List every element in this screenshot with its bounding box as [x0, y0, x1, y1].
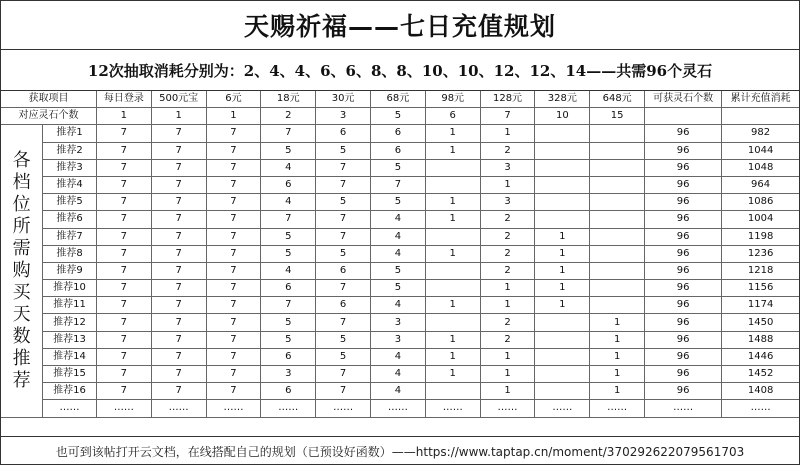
table-cell: 7: [206, 297, 261, 314]
table-cell: 5: [316, 245, 371, 262]
table-cell: 7: [206, 366, 261, 383]
plan-name-cell: 推荐8: [43, 245, 97, 262]
table-row: [1, 228, 799, 245]
table-cell: 7: [96, 314, 151, 331]
table-cell: 96: [645, 142, 722, 159]
table-cell: 1156: [722, 280, 799, 297]
table-cell: ……: [206, 400, 261, 417]
footer-note: 也可到该帖打开云文档，在线搭配自己的规划（已预设好函数）——https://www.taptap.cn/moment/370292622079561703: [1, 436, 799, 465]
plan-name-cell: 推荐13: [43, 331, 97, 348]
table-cell: 1: [425, 348, 480, 365]
table-cell: 7: [151, 142, 206, 159]
table-cell: 7: [151, 159, 206, 176]
table-cell: [425, 159, 480, 176]
side-label-char: 买: [12, 281, 31, 303]
table-cell: 6: [261, 348, 316, 365]
table-cell: 7: [96, 280, 151, 297]
table-cell: 6: [370, 125, 425, 142]
table-cell: 96: [645, 262, 722, 279]
table-cell: 96: [645, 159, 722, 176]
table-cell: 6: [316, 125, 371, 142]
table-cell: [425, 383, 480, 400]
table-cell: 7: [96, 348, 151, 365]
table-row: [1, 262, 799, 279]
table-cell: 1: [535, 297, 590, 314]
plan-name-cell: ……: [43, 400, 97, 417]
table-cell: [425, 228, 480, 245]
table-cell: 2: [480, 314, 535, 331]
table-cell: 4: [370, 366, 425, 383]
table-row: [1, 245, 799, 262]
table-cell: 5: [261, 228, 316, 245]
table-cell: 96: [645, 176, 722, 193]
table-cell: 7: [261, 125, 316, 142]
table-cell: ……: [645, 400, 722, 417]
plan-name-cell: 推荐6: [43, 211, 97, 228]
table-cell: 1174: [722, 297, 799, 314]
table-cell: 6: [316, 297, 371, 314]
table-cell: 5: [316, 348, 371, 365]
table-cell: 7: [316, 176, 371, 193]
table-cell: 7: [96, 297, 151, 314]
table-cell: [425, 176, 480, 193]
table-cell: 7: [316, 159, 371, 176]
table-cell: 1: [535, 228, 590, 245]
table-cell: 1004: [722, 211, 799, 228]
table-cell: 7: [261, 211, 316, 228]
table-row: [1, 297, 799, 314]
table-cell: 7: [206, 383, 261, 400]
side-label-char: 档: [12, 171, 31, 193]
table-cell: 7: [206, 348, 261, 365]
table-cell: 1408: [722, 383, 799, 400]
side-label-char: 各: [12, 149, 31, 171]
header-cell: 每日登录: [96, 91, 151, 108]
table-cell: 96: [645, 194, 722, 211]
plan-name-cell: 推荐14: [43, 348, 97, 365]
plan-name-cell: 推荐15: [43, 366, 97, 383]
table-cell: 7: [96, 142, 151, 159]
table-cell: [590, 125, 645, 142]
header-cell: [645, 108, 722, 125]
table-cell: 964: [722, 176, 799, 193]
table-cell: [590, 245, 645, 262]
table-cell: 2: [480, 142, 535, 159]
plan-name-cell: 推荐11: [43, 297, 97, 314]
table-row: [1, 194, 799, 211]
table-cell: 1086: [722, 194, 799, 211]
table-cell: 5: [316, 331, 371, 348]
header-cell: 6元: [206, 91, 261, 108]
table-row: [1, 176, 799, 193]
table-cell: 1: [590, 383, 645, 400]
table-cell: ……: [151, 400, 206, 417]
table-cell: 6: [370, 142, 425, 159]
table-cell: 7: [206, 159, 261, 176]
table-cell: 982: [722, 125, 799, 142]
table-cell: 3: [261, 366, 316, 383]
table-cell: 7: [96, 211, 151, 228]
table-cell: 1: [480, 176, 535, 193]
header-cell: 1: [206, 108, 261, 125]
table-cell: 7: [151, 262, 206, 279]
table-cell: 1: [480, 280, 535, 297]
plan-table: [1, 91, 799, 418]
header-cell: 10: [535, 108, 590, 125]
table-cell: 7: [96, 194, 151, 211]
table-cell: 1044: [722, 142, 799, 159]
table-cell: 7: [151, 194, 206, 211]
table-cell: 5: [261, 142, 316, 159]
table-cell: ……: [590, 400, 645, 417]
table-cell: 1: [425, 194, 480, 211]
table-cell: 7: [206, 245, 261, 262]
table-cell: 5: [316, 194, 371, 211]
table-cell: 4: [261, 194, 316, 211]
table-cell: 7: [206, 314, 261, 331]
table-cell: [590, 194, 645, 211]
table-cell: 1236: [722, 245, 799, 262]
table-cell: 4: [261, 159, 316, 176]
table-cell: 1: [425, 211, 480, 228]
table-cell: 6: [261, 280, 316, 297]
table-cell: [590, 176, 645, 193]
table-cell: 7: [206, 125, 261, 142]
side-label-char: 天: [12, 303, 31, 325]
header-cell: 98元: [425, 91, 480, 108]
table-cell: 96: [645, 125, 722, 142]
table-cell: 1: [480, 297, 535, 314]
plan-name-cell: 推荐4: [43, 176, 97, 193]
side-label: [1, 125, 42, 416]
side-label-char: 购: [12, 259, 31, 281]
table-cell: 1218: [722, 262, 799, 279]
table-row: [1, 331, 799, 348]
header-cell: 7: [480, 108, 535, 125]
table-cell: 1: [480, 383, 535, 400]
table-cell: 4: [370, 383, 425, 400]
table-cell: 7: [206, 211, 261, 228]
table-cell: 5: [261, 245, 316, 262]
table-cell: 2: [480, 211, 535, 228]
table-cell: 3: [480, 194, 535, 211]
plan-name-cell: 推荐12: [43, 314, 97, 331]
header-cell: 648元: [590, 91, 645, 108]
table-cell: [535, 142, 590, 159]
table-cell: [535, 176, 590, 193]
header-cell: 500元宝: [151, 91, 206, 108]
header-cell: 128元: [480, 91, 535, 108]
header-cell: 获取项目: [1, 91, 96, 108]
table-cell: 7: [96, 366, 151, 383]
side-label-char: 数: [12, 325, 31, 347]
table-cell: ……: [96, 400, 151, 417]
table-cell: 1: [590, 331, 645, 348]
table-cell: 7: [151, 125, 206, 142]
header-cell: 1: [96, 108, 151, 125]
header-cell: 15: [590, 108, 645, 125]
table-cell: 1: [535, 280, 590, 297]
table-cell: 5: [370, 262, 425, 279]
table-cell: 7: [96, 176, 151, 193]
table-cell: 2: [480, 245, 535, 262]
header-cell: 6: [425, 108, 480, 125]
table-cell: 1: [590, 348, 645, 365]
table-cell: 1: [535, 262, 590, 279]
header-cell: 累计充值消耗: [722, 91, 799, 108]
table-cell: ……: [535, 400, 590, 417]
table-cell: 5: [370, 280, 425, 297]
table-cell: 1: [425, 297, 480, 314]
table-cell: 7: [206, 142, 261, 159]
table-cell: 4: [370, 297, 425, 314]
table-cell: [535, 211, 590, 228]
table-cell: 3: [370, 331, 425, 348]
table-cell: 7: [96, 383, 151, 400]
plan-name-cell: 推荐5: [43, 194, 97, 211]
table-cell: 7: [96, 245, 151, 262]
table-cell: 7: [151, 245, 206, 262]
table-cell: [535, 194, 590, 211]
table-cell: 7: [316, 228, 371, 245]
table-cell: 1: [425, 125, 480, 142]
page-title: 天赐祈福——七日充值规划: [1, 1, 799, 50]
table-cell: 1: [535, 245, 590, 262]
table-row: [1, 125, 799, 142]
table-cell: [535, 314, 590, 331]
header-cell: 可获灵石个数: [645, 91, 722, 108]
table-cell: 5: [261, 314, 316, 331]
table-row: [1, 314, 799, 331]
table-cell: 96: [645, 228, 722, 245]
table-cell: 1198: [722, 228, 799, 245]
table-row: [1, 142, 799, 159]
side-label-cell: [1, 125, 43, 417]
table-cell: 6: [261, 176, 316, 193]
table-cell: 1: [590, 366, 645, 383]
table-cell: 1: [480, 348, 535, 365]
plan-name-cell: 推荐3: [43, 159, 97, 176]
table-cell: 7: [151, 331, 206, 348]
table-cell: 7: [96, 228, 151, 245]
table-cell: 6: [261, 383, 316, 400]
table-cell: 4: [370, 228, 425, 245]
table-cell: [425, 314, 480, 331]
table-cell: 96: [645, 245, 722, 262]
table-cell: ……: [261, 400, 316, 417]
table-cell: 96: [645, 383, 722, 400]
side-label-char: 推: [12, 347, 31, 369]
table-cell: 4: [370, 348, 425, 365]
table-cell: 7: [206, 194, 261, 211]
table-cell: 7: [151, 297, 206, 314]
table-cell: [535, 331, 590, 348]
table-cell: 1: [480, 125, 535, 142]
table-cell: 5: [370, 194, 425, 211]
table-cell: ……: [425, 400, 480, 417]
table-cell: 1: [480, 366, 535, 383]
table-row: [1, 400, 799, 417]
table-cell: ……: [370, 400, 425, 417]
table-cell: 4: [370, 211, 425, 228]
header-row-items: [1, 91, 799, 108]
table-row: [1, 348, 799, 365]
table-cell: 7: [206, 280, 261, 297]
table-cell: [590, 297, 645, 314]
table-cell: 7: [316, 314, 371, 331]
table-cell: ……: [316, 400, 371, 417]
table-cell: 7: [206, 262, 261, 279]
table-cell: 3: [370, 314, 425, 331]
table-cell: 7: [316, 383, 371, 400]
table-cell: 7: [151, 211, 206, 228]
table-cell: 7: [96, 125, 151, 142]
header-cell: 2: [261, 108, 316, 125]
header-cell: 5: [370, 108, 425, 125]
side-label-char: 位: [12, 193, 31, 215]
table-row: [1, 366, 799, 383]
table-cell: 96: [645, 280, 722, 297]
header-cell: 对应灵石个数: [1, 108, 96, 125]
table-cell: 7: [151, 314, 206, 331]
table-cell: 7: [151, 383, 206, 400]
table-cell: [590, 159, 645, 176]
table-row: [1, 211, 799, 228]
plan-name-cell: 推荐9: [43, 262, 97, 279]
table-cell: 7: [316, 211, 371, 228]
table-cell: 7: [206, 331, 261, 348]
header-cell: [722, 108, 799, 125]
table-cell: 7: [151, 348, 206, 365]
table-cell: 1: [425, 331, 480, 348]
table-cell: 1: [425, 142, 480, 159]
table-cell: 2: [480, 331, 535, 348]
header-cell: 30元: [316, 91, 371, 108]
table-cell: 7: [261, 297, 316, 314]
table-cell: 96: [645, 297, 722, 314]
table-cell: 7: [316, 280, 371, 297]
header-row-stone-count: [1, 108, 799, 125]
table-cell: 6: [316, 262, 371, 279]
header-cell: 18元: [261, 91, 316, 108]
table-cell: 96: [645, 366, 722, 383]
table-cell: 5: [316, 142, 371, 159]
table-cell: [590, 211, 645, 228]
table-cell: 1488: [722, 331, 799, 348]
table-cell: 7: [96, 331, 151, 348]
table-cell: 1452: [722, 366, 799, 383]
table-cell: [535, 366, 590, 383]
table-cell: 1: [425, 366, 480, 383]
table-cell: ……: [722, 400, 799, 417]
table-cell: 7: [151, 366, 206, 383]
draw-cost-summary: 12次抽取消耗分别为：2、4、4、6、6、8、8、10、10、12、12、14——共需96个灵石: [1, 50, 799, 91]
table-cell: [590, 262, 645, 279]
table-cell: 1: [590, 314, 645, 331]
table-cell: [590, 142, 645, 159]
table-cell: 7: [370, 176, 425, 193]
side-label-char: 需: [12, 237, 31, 259]
table-cell: 1450: [722, 314, 799, 331]
header-cell: 1: [151, 108, 206, 125]
table-row: [1, 159, 799, 176]
table-cell: 96: [645, 348, 722, 365]
table-cell: [425, 262, 480, 279]
table-cell: 3: [480, 159, 535, 176]
table-cell: 4: [261, 262, 316, 279]
table-cell: [590, 280, 645, 297]
table-cell: [535, 159, 590, 176]
plan-name-cell: 推荐16: [43, 383, 97, 400]
plan-name-cell: 推荐10: [43, 280, 97, 297]
table-cell: 4: [370, 245, 425, 262]
table-row: [1, 280, 799, 297]
table-cell: 2: [480, 228, 535, 245]
table-cell: 7: [316, 366, 371, 383]
table-row: [1, 383, 799, 400]
table-cell: 5: [370, 159, 425, 176]
table-cell: 7: [151, 176, 206, 193]
plan-name-cell: 推荐2: [43, 142, 97, 159]
table-cell: 2: [480, 262, 535, 279]
table-cell: 7: [96, 159, 151, 176]
plan-name-cell: 推荐7: [43, 228, 97, 245]
side-label-char: 所: [12, 215, 31, 237]
header-cell: 328元: [535, 91, 590, 108]
header-cell: 68元: [370, 91, 425, 108]
table-cell: 96: [645, 314, 722, 331]
header-cell: 3: [316, 108, 371, 125]
table-cell: [535, 383, 590, 400]
table-cell: 1: [425, 245, 480, 262]
table-cell: [590, 228, 645, 245]
table-cell: 7: [151, 228, 206, 245]
table-cell: 7: [151, 280, 206, 297]
table-cell: 7: [206, 176, 261, 193]
table-cell: ……: [480, 400, 535, 417]
table-cell: 7: [96, 262, 151, 279]
table-cell: 96: [645, 211, 722, 228]
table-cell: 1446: [722, 348, 799, 365]
table-cell: 7: [206, 228, 261, 245]
plan-name-cell: 推荐1: [43, 125, 97, 142]
table-cell: 96: [645, 331, 722, 348]
table-cell: 1048: [722, 159, 799, 176]
table-cell: [535, 125, 590, 142]
table-cell: [535, 348, 590, 365]
table-cell: [425, 280, 480, 297]
side-label-char: 荐: [12, 369, 31, 391]
table-cell: 5: [261, 331, 316, 348]
